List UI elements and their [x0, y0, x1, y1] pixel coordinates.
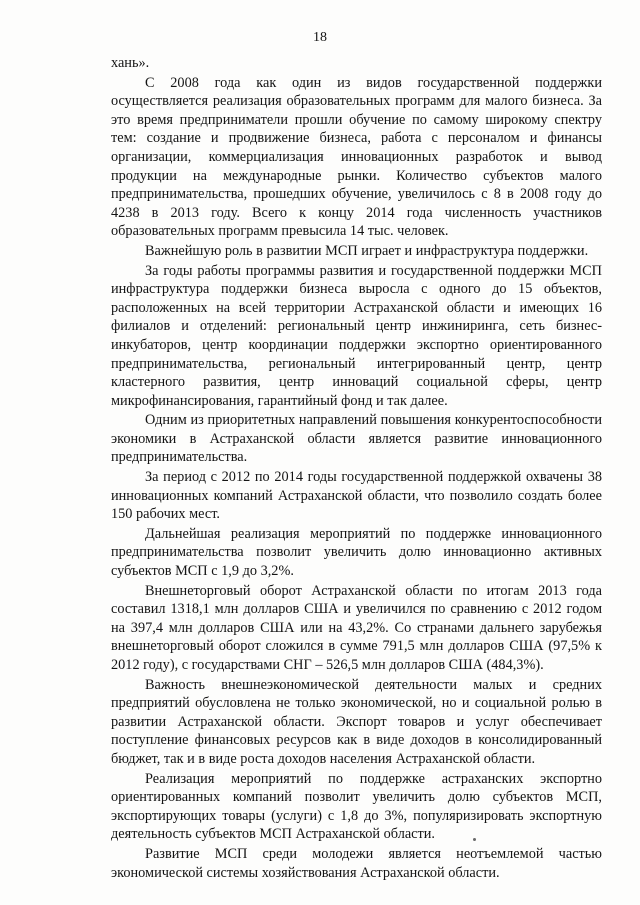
- paragraph-infrastructure-growth: За годы работы программы развития и государственной поддержки МСП инфраструктура поддержки бизнеса выросла с одного до 15 объектов, расположенных на всей территории Астраханской области и имеющих 16 филиалов и отделений: региональный центр инжиниринга, сеть бизнес-инкубаторов, центр координации поддержки экспортно ориентированного предпринимательства, региональный интегрированный центр, центр кластерного развития, центр инноваций социальной сферы, центр микрофинансирования, гарантийный фонд и так далее.: [111, 262, 602, 409]
- scan-speck: [473, 838, 476, 841]
- paragraph-innovation-companies: За период с 2012 по 2014 годы государственной поддержкой охвачены 38 инновационных компаний Астраханской области, что позволило создать более 150 рабочих мест.: [111, 469, 602, 523]
- paragraph-youth-business: Развитие МСП среди молодежи является неотъемлемой частью экономической системы хозяйствования Астраханской области.: [111, 845, 602, 881]
- paragraph-infrastructure-role: Важнейшую роль в развитии МСП играет и инфраструктура поддержки.: [145, 242, 589, 259]
- paragraph-innovation-priority: Одним из приоритетных направлений повышения конкурентоспособности экономики в Астраханской области является развитие инновационного предпринимательства.: [111, 412, 602, 466]
- paragraph-export-support: Реализация мероприятий по поддержке астраханских экспортно ориентированных компаний позволит увеличить долю субъектов МСП, экспортирующих товары (услуги) с 1,8 до 3%, популяризировать экспортную деятельность субъектов МСП Астраханской области.: [111, 770, 602, 843]
- paragraph-continuation: хань».: [111, 55, 150, 71]
- page-number: 18: [313, 30, 327, 45]
- paragraph-innovation-share: Дальнейшая реализация мероприятий по поддержке инновационного предпринимательства позволит увеличить долю инновационно активных субъектов МСП с 1,9 до 3,2%.: [111, 525, 602, 580]
- document-body: [111, 54, 602, 883]
- paragraph-foreign-trade: Внешнеторговый оборот Астраханской области по итогам 2013 года составил 1318,1 млн долларов США и увеличился по сравнению с 2012 годом на 397,4 млн долларов США или на 43,2%. Со странами дальнего зарубежья внешнеторговый оборот сложился в сумме 791,5 млн долларов США (97,5% к 2012 году), с государствами СНГ – 526,5 млн долларов США (484,3%).: [111, 582, 602, 673]
- paragraph-foreign-economic-activity: Важность внешнеэкономической деятельности малых и средних предприятий обусловлена не только экономической, но и социальной ролью в развитии Астраханской области. Экспорт товаров и услуг обеспечивает поступление финансовых ресурсов как в виде доходов в консолидированный бюджет, так и в виде роста доходов населения Астраханской области.: [111, 676, 602, 767]
- paragraph-education-programs: С 2008 года как один из видов государственной поддержки осуществляется реализация образовательных программ для малого бизнеса. За это время предприниматели прошли обучение по самому широкому спектру тем: создание и продвижение бизнеса, работа с персоналом и финансы организации, коммерциализация инновационных разработок и вывод продукции на международные рынки. Количество субъектов малого предпринимательства, прошедших обучение, увеличилось с 8 в 2008 году до 4238 в 2013 году. Всего к концу 2014 года численность участников образовательных программ превысила 14 тыс. человек.: [111, 74, 602, 240]
